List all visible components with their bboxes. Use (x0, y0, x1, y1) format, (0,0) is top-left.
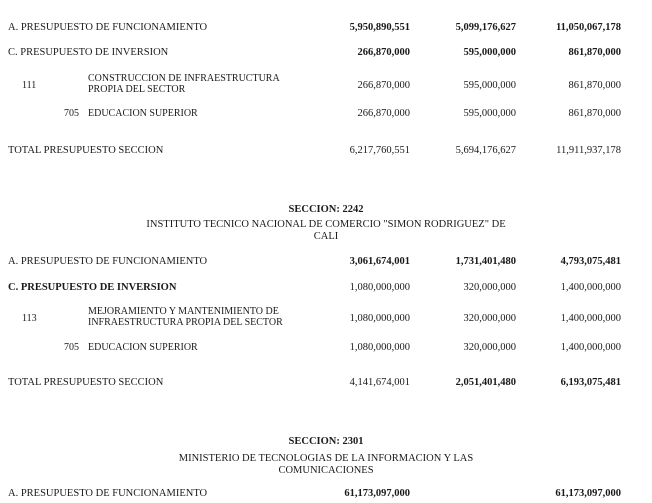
value-col2: 320,000,000 (463, 342, 516, 353)
value-col3: 61,173,097,000 (555, 488, 621, 499)
value-col3: 861,870,000 (568, 108, 621, 119)
value-col1: 1,080,000,000 (349, 282, 410, 293)
value-col3: 1,400,000,000 (560, 313, 621, 324)
value-col2: 5,694,176,627 (455, 145, 516, 156)
value-col3: 861,870,000 (568, 80, 621, 91)
program-code: 113 (22, 313, 37, 324)
b3-section-title: SECCION: 2301 (288, 436, 364, 447)
value-col2: 2,051,401,480 (455, 377, 516, 388)
b1-funcionamiento-row (0, 20, 652, 36)
b1-subprogram-row (0, 106, 652, 122)
b3-entity-name: MINISTERIO DE TECNOLOGIAS DE LA INFORMACION Y LAS COMUNICACIONES (178, 453, 474, 476)
value-col2: 595,000,000 (463, 47, 516, 58)
b1-program-row (0, 73, 652, 95)
b1-total-row (0, 143, 652, 159)
b2-program-row (0, 306, 652, 328)
value-col2: 595,000,000 (463, 108, 516, 119)
b2-subprogram-row (0, 340, 652, 356)
value-col3: 1,400,000,000 (560, 282, 621, 293)
value-col2: 595,000,000 (463, 80, 516, 91)
value-col1: 61,173,097,000 (344, 488, 410, 499)
value-col3: 1,400,000,000 (560, 342, 621, 353)
b2-funcionamiento-row (0, 254, 652, 270)
value-col2: 5,099,176,627 (455, 22, 516, 33)
b2-entity-name: INSTITUTO TECNICO NACIONAL DE COMERCIO "SIMON RODRIGUEZ" DE CALI (146, 219, 506, 242)
value-col2: 1,731,401,480 (455, 256, 516, 267)
value-col1: 4,141,674,001 (349, 377, 410, 388)
program-code: 111 (22, 80, 37, 91)
value-col1: 266,870,000 (357, 108, 410, 119)
subprogram-code: 705 (64, 108, 79, 119)
value-col3: 11,050,067,178 (555, 22, 621, 33)
value-col3: 4,793,075,481 (560, 256, 621, 267)
value-col2: 320,000,000 (463, 313, 516, 324)
value-col1: 3,061,674,001 (349, 256, 410, 267)
value-col3: 11,911,937,178 (556, 145, 621, 156)
value-col1: 1,080,000,000 (349, 342, 410, 353)
row-label: C. PRESUPUESTO DE INVERSION (8, 282, 177, 293)
b2-inversion-row (0, 280, 652, 296)
subprogram-desc: EDUCACION SUPERIOR (88, 342, 198, 353)
total-label: TOTAL PRESUPUESTO SECCION (8, 145, 164, 156)
subprogram-desc: EDUCACION SUPERIOR (88, 108, 198, 119)
subprogram-code: 705 (64, 342, 79, 353)
program-desc: CONSTRUCCION DE INFRAESTRUCTURA PROPIA DEL SECTOR (88, 73, 280, 95)
b1-inversion-row (0, 45, 652, 61)
b2-section-title: SECCION: 2242 (288, 204, 364, 215)
total-label: TOTAL PRESUPUESTO SECCION (8, 377, 164, 388)
row-label: C. PRESUPUESTO DE INVERSION (8, 47, 169, 58)
value-col1: 266,870,000 (357, 80, 410, 91)
value-col3: 6,193,075,481 (560, 377, 621, 388)
row-label: A. PRESUPUESTO DE FUNCIONAMIENTO (8, 22, 208, 33)
program-desc: MEJORAMIENTO Y MANTENIMIENTO DE INFRAESTRUCTURA PROPIA DEL SECTOR (88, 306, 283, 328)
value-col1: 5,950,890,551 (349, 22, 410, 33)
row-label: A. PRESUPUESTO DE FUNCIONAMIENTO (8, 488, 208, 499)
value-col1: 266,870,000 (357, 47, 410, 58)
value-col3: 861,870,000 (568, 47, 621, 58)
value-col1: 6,217,760,551 (349, 145, 410, 156)
value-col1: 1,080,000,000 (349, 313, 410, 324)
value-col2: 320,000,000 (463, 282, 516, 293)
b2-total-row (0, 375, 652, 391)
b3-funcionamiento-row (0, 486, 652, 502)
row-label: A. PRESUPUESTO DE FUNCIONAMIENTO (8, 256, 208, 267)
